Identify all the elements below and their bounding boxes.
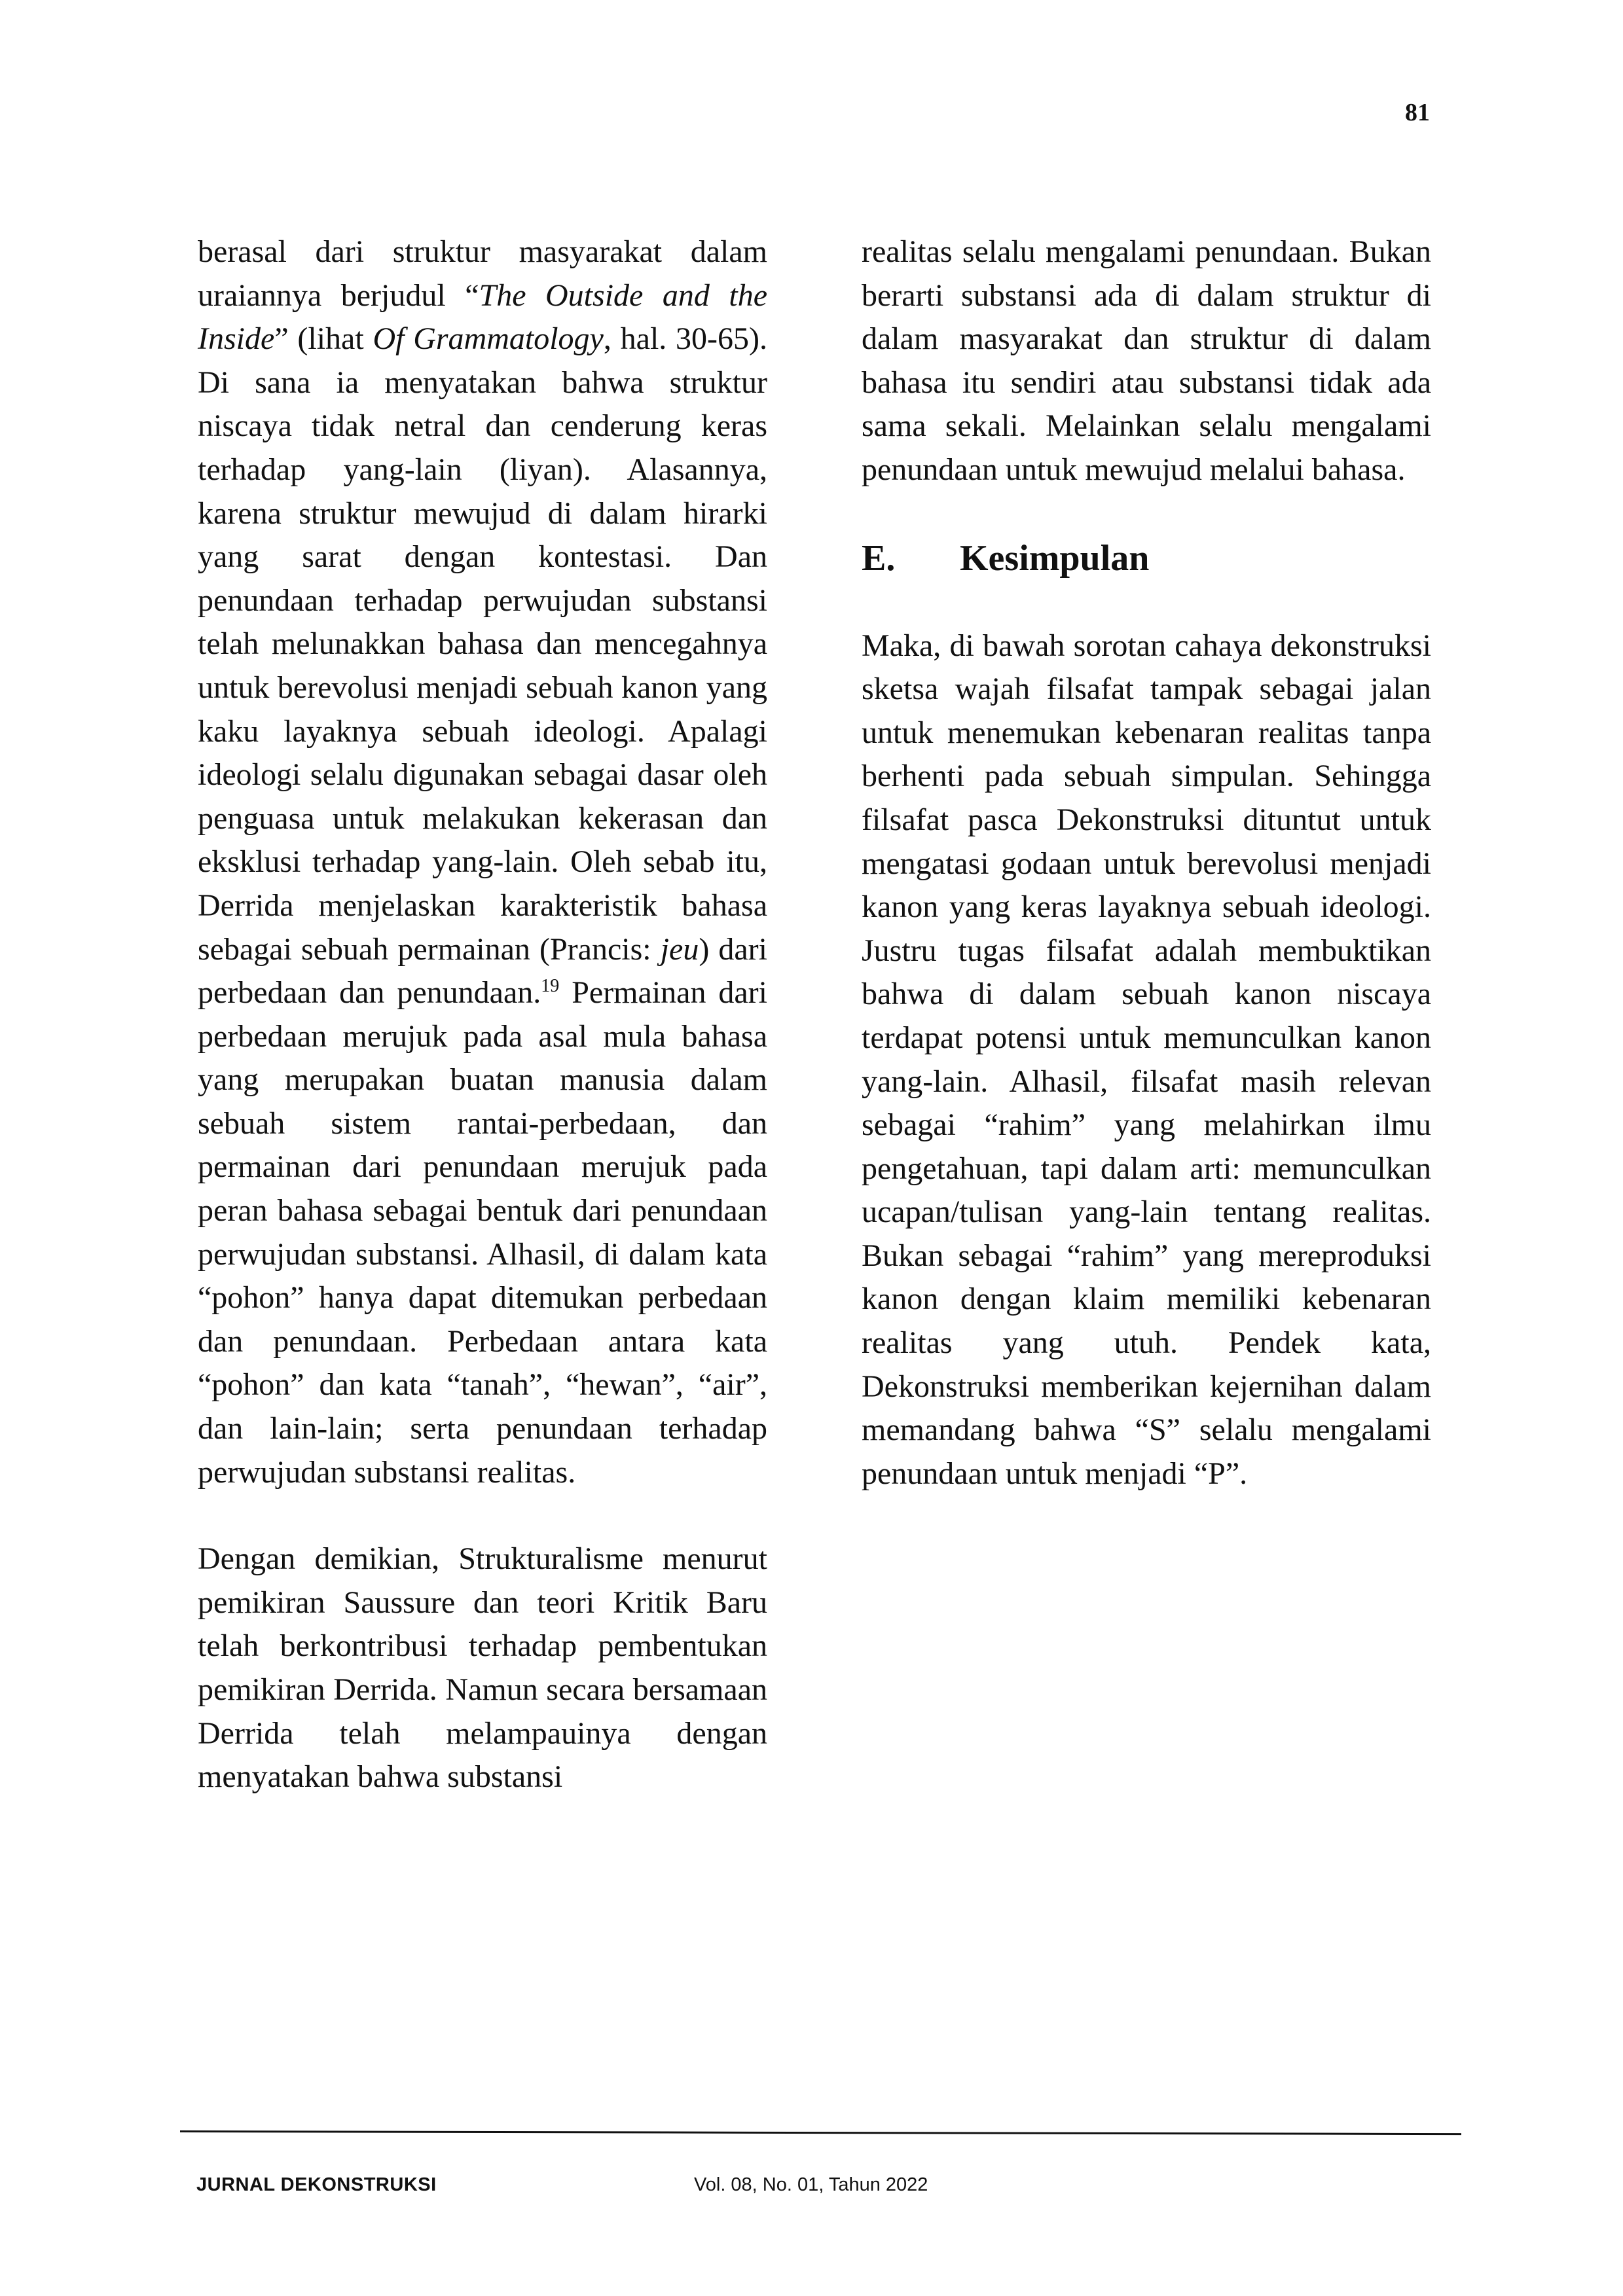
text-segment: , hal. 30-65). Di sana ia menyatakan bahwa struktur niscaya tidak netral dan cenderung keras terhadap yang-lain (liyan). Alasannya, karena struktur mewujud di dalam hirarki yang sarat dengan kontestasi. Dan penundaan terhadap perwujudan substansi telah melunakkan bahasa dan mencegahnya untuk berevolusi menjadi sebuah kanon yang kaku layaknya sebuah ideologi. Apalagi ideologi selalu digunakan sebagai dasar oleh penguasa untuk melakukan kekerasan dan eksklusi terhadap yang-lain. Oleh sebab itu, Derrida menjelaskan karakteristik bahasa sebagai sebuah permainan (Prancis: xyxy=(198,321,768,967)
footer-volume: Vol. 08, No. 01, Tahun 2022 xyxy=(694,2174,928,2195)
section-number: E. xyxy=(862,537,896,579)
text-segment: Permainan dari perbedaan merujuk pada asal mula bahasa yang merupakan buatan manusia dalam sebuah sistem rantai-perbedaan, dan permainan dari penundaan merujuk pada peran bahasa sebagai bentuk dari penundaan perwujudan substansi. Alhasil, di dalam kata “pohon” hanya dapat ditemukan perbedaan dan penundaan. Perbedaan antara kata “pohon” dan kata “tanah”, “hewan”, “air”, dan lain-lain; serta penundaan terhadap perwujudan substansi realitas. xyxy=(198,975,767,1490)
italic-term-jeu: jeu xyxy=(660,931,699,967)
left-column xyxy=(198,230,767,1799)
text-segment: berasal dari struktur masyarakat dalam uraiannya berjudul “ xyxy=(198,234,767,313)
italic-title-grammatology: Of Grammatology xyxy=(373,321,604,357)
text-segment: ” (lihat xyxy=(274,321,373,357)
section-heading xyxy=(862,535,1431,581)
italic-title-outside-inside: The Outside and the Inside xyxy=(198,278,767,357)
left-paragraph-1 xyxy=(198,230,767,1494)
footnote-marker[interactable]: 19 xyxy=(541,976,560,997)
left-paragraph-2: Dengan demikian, Strukturalisme menurut pemikiran Saussure dan teori Kritik Baru telah berkontribusi terhadap pembentukan pemikiran Derrida. Namun secara bersamaan Derrida telah melampauinya dengan menyatakan bahwa substansi xyxy=(198,1541,767,1795)
text-segment: ) dari perbedaan dan penundaan. xyxy=(198,931,768,1011)
right-paragraph-2: Maka, di bawah sorotan cahaya dekonstruksi sketsa wajah filsafat tampak sebagai jalan untuk menemukan kebenaran realitas tanpa berhenti pada sebuah simpulan. Sehingga filsafat pasca Dekonstruksi dituntut untuk mengatasi godaan untuk berevolusi menjadi kanon yang keras layaknya sebuah ideologi. Justru tugas filsafat adalah membuktikan bahwa di dalam sebuah kanon niscaya terdapat potensi untuk memunculkan kanon yang-lain. Alhasil, filsafat masih relevan sebagai “rahim” yang melahirkan ilmu pengetahuan, tapi dalam arti: memunculkan ucapan/tulisan yang-lain tentang realitas. Bukan sebagai “rahim” yang mereproduksi kanon dengan klaim memiliki kebenaran realitas yang utuh. Pendek kata, Dekonstruksi memberikan kejernihan dalam memandang bahwa “S” selalu mengalami penundaan untuk menjadi “P”. xyxy=(862,628,1431,1491)
right-column xyxy=(862,230,1431,1496)
right-paragraph-1: realitas selalu mengalami penundaan. Bukan berarti substansi ada di dalam struktur di dalam masyarakat dan struktur di dalam bahasa itu sendiri atau substansi tidak ada sama sekali. Melainkan selalu mengalami penundaan untuk mewujud melalui bahasa. xyxy=(862,234,1431,487)
footer-divider xyxy=(180,2130,1461,2135)
section-title: Kesimpulan xyxy=(960,537,1150,579)
page-number: 81 xyxy=(1405,99,1430,126)
footer-journal-name: JURNAL DEKONSTRUKSI xyxy=(196,2174,437,2195)
